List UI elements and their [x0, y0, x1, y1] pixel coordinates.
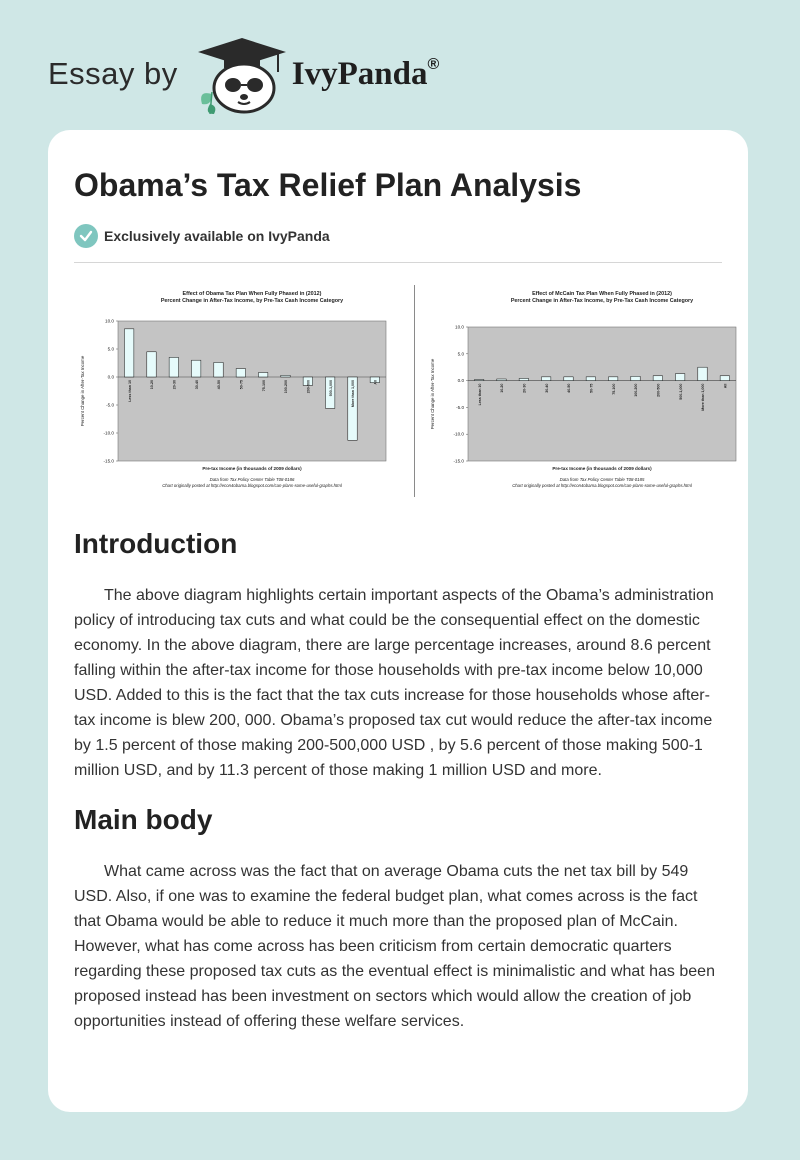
bar	[236, 369, 245, 377]
mccain-tax-chart	[424, 283, 752, 497]
bar	[258, 373, 267, 377]
bar	[698, 368, 707, 381]
y-tick-label: -10.0	[453, 432, 464, 438]
brand-name	[292, 56, 440, 93]
bar	[191, 361, 200, 378]
x-tick-label: 20-30	[522, 383, 527, 394]
section-heading-introduction: Introduction	[74, 528, 238, 560]
y-tick-label: 10.0	[105, 318, 114, 324]
bar	[214, 363, 223, 378]
y-axis-label: Percent Change in After-Tax Income	[80, 356, 85, 427]
obama-tax-chart	[74, 283, 402, 497]
bar	[541, 377, 550, 381]
bar	[124, 329, 133, 377]
brand-name-text: IvyPanda	[291, 55, 428, 92]
chart-source: Data from Tax Policy Center Table T08-0186	[209, 477, 295, 483]
plot-area	[468, 327, 736, 461]
x-tick-label: All	[723, 383, 728, 389]
x-tick-label: 10-20	[500, 383, 505, 394]
chart-source: Data from Tax Policy Center Table T08-0185	[559, 477, 645, 483]
article-card	[48, 130, 748, 1112]
x-tick-label: 500-1,000	[678, 383, 683, 401]
x-tick-label: 40-50	[567, 383, 572, 394]
x-tick-label: 100-200	[634, 383, 639, 398]
y-tick-label: -5.0	[106, 402, 114, 408]
bar	[631, 377, 640, 381]
x-tick-label: 40-50	[217, 380, 222, 390]
y-tick-label: -5.0	[456, 405, 464, 411]
y-tick-label: 5.0	[107, 346, 114, 352]
x-tick-label: 500-1,000	[328, 380, 333, 397]
bar	[497, 379, 506, 381]
brand-prefix: Essay by	[48, 56, 178, 91]
x-tick-label: Less than 10	[127, 380, 132, 403]
x-tick-label: All	[373, 380, 378, 385]
brand-header	[48, 34, 439, 114]
bar	[519, 379, 528, 381]
x-axis-label: Pre-tax Income (in thousands of 2009 dollars)	[552, 466, 652, 472]
registered-mark: ®	[427, 55, 440, 73]
x-tick-label: Less than 10	[477, 383, 482, 406]
chart-note: Chart originally posted at http://econ4obama.blogspot.com/can-plans-some-useful-graphs.html	[162, 483, 342, 489]
bar	[281, 376, 290, 378]
x-tick-label: 100-200	[284, 380, 289, 394]
y-axis-label: Percent Change in After-Tax Income	[430, 359, 435, 430]
section-text-introduction: The above diagram highlights certain important aspects of the Obama’s administration policy of introducing tax cuts and what could be the consequential effect on the domestic economy. In the above diagram, there are large percentage increases, around 8.6 percent falling within the after-tax income for those households with pre-tax income below 10,000 USD. Added to this is the fact that the tax cuts increase for those households whose after-tax income is blew 200, 000. Obama’s proposed tax cut would reduce the after-tax income by 1.5 percent of those making 200-500,000 USD , by 5.6 percent of those making 500-1 million USD, and by 11.3 percent of those making 1 million USD and more.	[74, 586, 714, 779]
page-title: Obama’s Tax Relief Plan Analysis	[74, 167, 582, 203]
bar	[474, 380, 483, 381]
x-tick-label: 50-75	[239, 380, 244, 390]
y-tick-label: 10.0	[455, 324, 464, 330]
bar	[675, 374, 684, 381]
y-tick-label: 0.0	[107, 374, 114, 380]
exclusive-label: Exclusively available on IvyPanda	[104, 228, 330, 245]
chart-subtitle: Percent Change in After-Tax Income, by Pre-Tax Cash Income Category	[160, 298, 344, 305]
x-tick-label: 30-40	[194, 380, 199, 390]
plot-area	[118, 321, 386, 461]
x-axis-label: Pre-tax Income (in thousands of 2009 dollars)	[202, 466, 302, 472]
section-text-main-body: What came across was the fact that on average Obama cuts the net tax bill by 549 USD. Also, if one was to examine the federal budget plan, what comes across is the fact that Obama would be able to reduce it much more than the proposed plan of McCain. However, what has come across has been criticism from certain democratic quarters regarding these proposed tax cuts as the eventual effect is minimalistic and what has been proposed instead has been investment on sectors which would allow the creation of job opportunities instead of offering these welfare services.	[74, 862, 715, 1030]
x-tick-label: 20-30	[172, 380, 177, 390]
bar	[608, 377, 617, 381]
chart-title: Effect of McCain Tax Plan When Fully Phased in (2012)	[532, 291, 672, 298]
x-tick-label: 30-40	[544, 383, 549, 394]
chart-figure	[74, 283, 728, 501]
check-icon	[74, 224, 98, 248]
x-tick-label: More than 1,000	[351, 380, 356, 408]
bar	[147, 352, 156, 377]
y-tick-label: -15.0	[103, 458, 114, 464]
x-tick-label: 50-75	[589, 383, 594, 394]
exclusive-badge	[74, 224, 722, 248]
y-tick-label: 5.0	[457, 351, 464, 357]
y-tick-label: -15.0	[453, 458, 464, 464]
y-tick-label: 0.0	[457, 378, 464, 384]
y-tick-label: -10.0	[103, 430, 114, 436]
bar	[169, 358, 178, 378]
divider	[74, 262, 722, 263]
chart-subtitle: Percent Change in After-Tax Income, by Pre-Tax Cash Income Category	[510, 298, 694, 305]
chart-note: Chart originally posted at http://econ4obama.blogspot.com/can-plans-some-useful-graphs.html	[512, 483, 692, 489]
x-tick-label: 75-100	[261, 380, 266, 392]
bar	[653, 376, 662, 381]
x-tick-label: 75-100	[611, 383, 616, 396]
chart-separator	[414, 285, 415, 497]
bar	[586, 377, 595, 381]
chart-title: Effect of Obama Tax Plan When Fully Phased in (2012)	[182, 291, 322, 298]
section-heading-main-body: Main body	[74, 803, 213, 835]
panda-logo-icon	[194, 34, 290, 114]
x-tick-label: More than 1,000	[701, 383, 706, 412]
x-tick-label: 10-20	[150, 380, 155, 390]
x-tick-label: 200-500	[656, 383, 661, 398]
x-tick-label: 200-500	[306, 380, 311, 394]
bar	[564, 377, 573, 381]
bar	[720, 376, 729, 381]
